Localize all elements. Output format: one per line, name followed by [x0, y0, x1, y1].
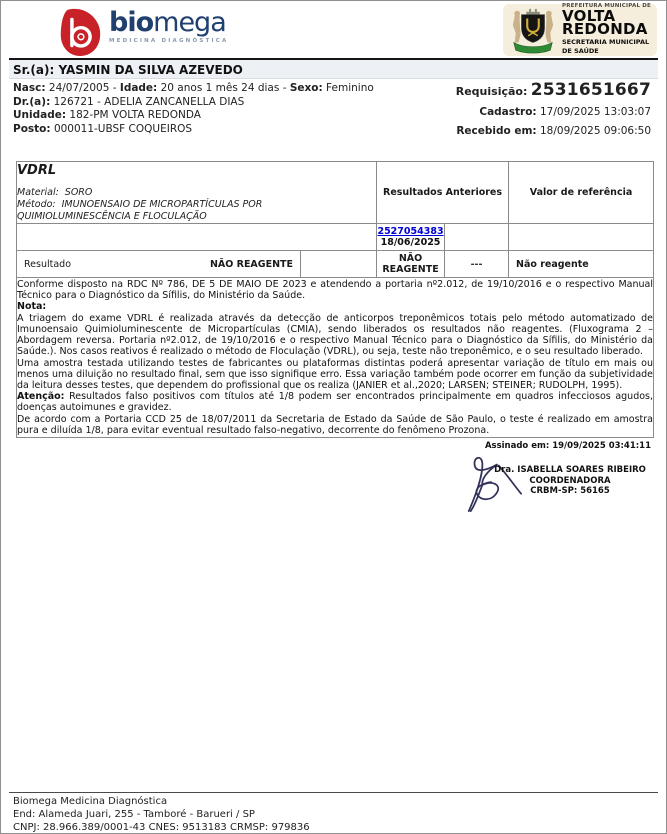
result-label: Resultado — [24, 258, 72, 270]
unit-value: 182-PM VOLTA REDONDA — [69, 109, 201, 121]
note-paragraph-2: A triagem do exame VDRL é realizada através da detecção de anticorpos treponêmicos totais pelo método automatizado de Imunoensaio Quimioluminescente de Micropartículas (CMIA), sendo liberados os resultados não reagentes. (Fluxograma 2 – Abordagem reversa. Portaria nº2.012, de 19/10/2016 e o respectivo Manual Técnico para o Diagnóstico da Sífilis, do Ministério da Saúde.). Nos casos reativos é realizado o método de Floculação (VDRL), ou seja, teste não treponêmico, e o seu resultado liberado. — [17, 312, 654, 358]
previous-result-value: NÃO REAGENTE — [377, 251, 445, 278]
received-value: 18/09/2025 09:06:50 — [539, 124, 651, 137]
unit-label: Unidade: — [13, 109, 67, 121]
received-label: Recebido em: — [456, 124, 537, 137]
signed-at-label: Assinado em: — [484, 441, 550, 451]
patient-name-band — [9, 58, 658, 79]
exam-material-line — [17, 187, 376, 199]
previous-result-ref-cell — [377, 224, 445, 251]
footer-address: End: Alameda Juari, 255 - Tamboré - Barueri / SP — [13, 808, 255, 820]
request-info — [456, 82, 651, 138]
attention-label: Atenção: — [17, 391, 65, 403]
previous-results-header: Resultados Anteriores — [377, 162, 509, 224]
volta-redonda-crest-icon — [507, 6, 559, 54]
empty-cell — [17, 224, 377, 251]
requisition-label: Requisição: — [455, 85, 528, 98]
brand-text-bold: bio — [109, 7, 154, 38]
brand-subtitle: MEDICINA DIAGNÓSTICA — [109, 38, 229, 44]
municipality-name2: REDONDA — [562, 20, 648, 39]
age-value: 20 anos 1 mês 24 dias — [160, 82, 280, 94]
post-label: Posto: — [13, 122, 51, 135]
requisition-line — [456, 82, 651, 101]
signed-at-value: 19/09/2025 03:41:11 — [552, 441, 651, 451]
table-header-row — [17, 162, 654, 224]
note-label: Nota: — [17, 301, 47, 313]
previous-link-row — [17, 224, 654, 251]
footer-registries: CNPJ: 28.966.389/0001-43 CNES: 9513183 CRMSP: 979836 — [13, 821, 310, 833]
material-value: SORO — [64, 186, 93, 198]
doctor-registry: CRBM-SP: 56165 — [530, 486, 610, 496]
doctor-role: COORDENADORA — [529, 475, 611, 486]
empty-cell — [301, 251, 377, 278]
previous-result-value-2: --- — [445, 251, 509, 278]
registered-value: 17/09/2025 13:03:07 — [539, 106, 651, 118]
method-label: Método: — [17, 198, 56, 210]
separator: - — [112, 82, 117, 94]
exam-method-line — [17, 199, 376, 223]
empty-cell — [445, 224, 509, 251]
patient-name: YASMIN DA SILVA AZEVEDO — [58, 63, 243, 77]
footer-company: Biomega Medicina Diagnóstica — [13, 796, 168, 807]
method-value: IMUNOENSAIO DE MICROPARTÍCULAS POR QUIMIOLUMINESCÊNCIA E FLOCULAÇÃO — [17, 198, 263, 222]
note-paragraph-3: Uma amostra testada utilizando testes de fabricantes ou plataformas distintas poderá apresentar variação de título em mais ou menos uma diluição no resultado final, sem que isso signifique erro. Essa variação também pode ocorrer em função da subjetividade da leitura desses testes, que dependem do profissional que os realiza (JANIER et al.,2020; LARSEN; STEINER; RUDOLPH, 1995). — [17, 357, 654, 391]
doctor-name: Dra. ISABELLA SOARES RIBEIRO — [494, 465, 646, 475]
result-cell — [17, 251, 301, 278]
biomega-wordmark — [109, 9, 228, 45]
registered-line — [456, 106, 651, 120]
result-row — [17, 251, 654, 278]
patient-name-label: Sr.(a): — [13, 63, 55, 77]
doctor-value: 126721 - ADELIA ZANCANELLA DIAS — [53, 95, 245, 108]
municipality-titles — [562, 4, 651, 56]
biomega-drop-icon — [57, 7, 103, 57]
material-label: Material: — [17, 186, 59, 198]
doctor-label: Dr.(a): — [13, 95, 51, 108]
municipality-name1: VOLTA — [562, 6, 616, 25]
doctor-signature-block — [486, 465, 654, 497]
municipality-line3: DE SAÚDE — [562, 47, 599, 56]
attention-text: Resultados falso positivos com títulos até 1/8 podem ser encontrados principalmente em quadros infecciosos agudos, doenças autoimunes e gravidez. — [17, 391, 654, 414]
note-paragraph-5: De acordo com a Portaria CCD 25 de 18/07/2011 da Secretaria de Estado da Saúde de São Paulo, o teste é realizado em amostra pura e diluída 1/8, para evitar eventual resultado falso-negativo, decorrente do fenômeno Prozona. — [17, 413, 654, 436]
birth-value: 24/07/2005 — [48, 82, 110, 94]
sex-value: Feminino — [326, 82, 374, 94]
birth-label: Nasc: — [13, 82, 46, 94]
post-value: 000011-UBSF COQUEIROS — [53, 122, 193, 135]
signed-at-line — [485, 441, 651, 451]
result-value: NÃO REAGENTE — [209, 258, 293, 270]
notes-cell — [17, 278, 654, 438]
previous-result-date: 18/06/2025 — [380, 237, 441, 248]
exam-header-cell — [17, 162, 377, 224]
brand-text-light: mega — [153, 7, 226, 38]
reference-header: Valor de referência — [509, 162, 654, 224]
empty-cell — [509, 224, 654, 251]
municipality-line1: PREFEITURA MUNICIPAL DE — [562, 3, 652, 10]
age-label: Idade: — [119, 82, 158, 94]
exam-title: VDRL — [17, 162, 57, 178]
note-paragraph-1: Conforme disposto na RDC Nº 786, DE 5 DE MAIO DE 2023 e atendendo a portaria nº2.012, de 19/10/2016 e o respectivo Manual Técnico para o Diagnóstico da Sífilis, do Ministério da Saúde. — [17, 279, 654, 302]
footer — [9, 792, 658, 834]
results-table — [16, 161, 654, 438]
sex-label: Sexo: — [289, 82, 323, 94]
previous-requisition-link[interactable]: 2527054383 — [377, 226, 444, 237]
note-paragraph-4 — [17, 391, 653, 413]
received-line — [456, 125, 651, 139]
requisition-number: 2531651667 — [530, 80, 651, 100]
municipality-line2: SECRETARIA MUNICIPAL — [562, 37, 650, 46]
reference-value: Não reagente — [509, 251, 654, 278]
patient-info-section — [13, 82, 651, 136]
notes-row — [17, 278, 654, 438]
municipality-header — [503, 4, 657, 56]
separator: - — [282, 82, 287, 94]
registered-label: Cadastro: — [479, 106, 537, 118]
biomega-logo — [57, 7, 228, 57]
